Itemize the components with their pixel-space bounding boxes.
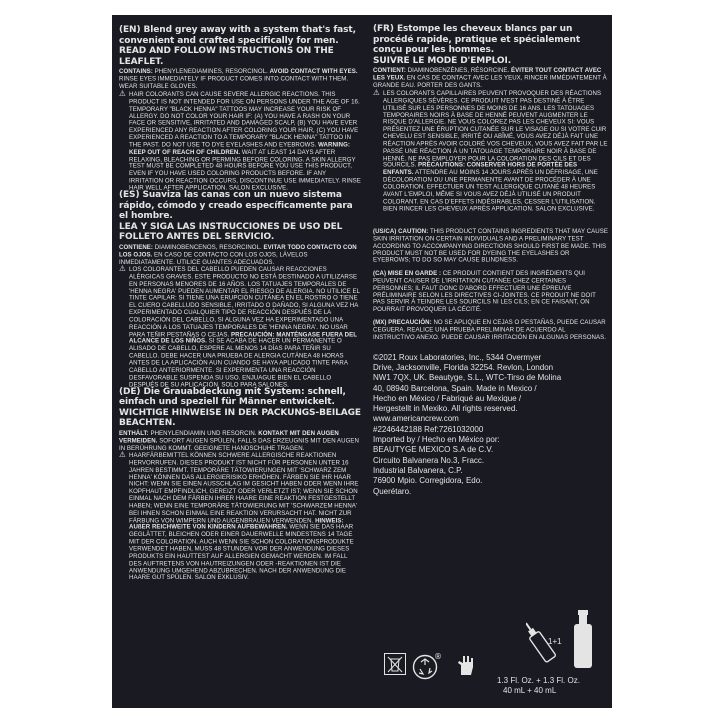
de-contains: ENTHÄLT: PHENYLENDIAMIN UND RESORCIN. KONTAKT MIT DEN AUGEN VERMEIDEN. SOFORT AUGEN SPÜLEN, FALLS DAS ERZEUGNIS MIT DEN AUGEN IN BERÜHRUNG KOMMT. GEEIGNETE HANDSCHUHE TRAGEN. [119, 429, 359, 452]
section-de [119, 386, 361, 582]
es-headline: (ES) Suaviza las canas con un nuevo sistema rápido, cómodo y creado específicamente para el hombre. [119, 190, 353, 222]
fr-contains: CONTIENT: DIAMINOBENZÈNES, RÉSORCINE. ÉVITER TOUT CONTACT AVEC LES YEUX. EN CAS DE CONTACT AVEC LES YEUX, RINCER IMMÉDIATEMENT À GRANDE EAU. PORTER DES GANTS. [373, 66, 607, 89]
copyright-block [373, 353, 608, 497]
fr-headline: (FR) Estompe les cheveux blancs par un procédé rapide, pratique et spécialement conçu pour les hommes. [373, 24, 581, 55]
copyright-line: NW1 7QX, UK. Beautyge, S.L., WTC-Tirso de Molina [373, 373, 562, 383]
us-ca-caution: (US/CA) CAUTION: THIS PRODUCT CONTAINS INGREDIENTS THAT MAY CAUSE SKIN IRRITATION ON CERTAIN INDIVIDUALS AND A PRELIMINARY TEST ACCORDING TO ACCOMPANYING DIRECTIONS SHOULD FIRST BE MADE. THIS PRODUCT MUST NOT BE USED FOR DYEING THE EYELASHES OR EYEBROWS; TO DO SO MAY CAUSE BLINDNESS. [373, 227, 608, 264]
copyright-line: ©2021 Roux Laboratories, Inc., 5344 Overmyer [373, 352, 542, 362]
importer-line: Circuito Balvanera No.3, Fracc. [373, 455, 485, 465]
volume-ml: 40 mL + 40 mL [503, 686, 557, 695]
copyright-line: Drive, Jacksonville, Florida 32254. Revlon, London [373, 362, 554, 372]
de-read-instructions: WICHTIGE HINWEISE IN DER PACKUNGS-BEILAGE BEACHTEN. [119, 407, 361, 429]
importer-line: BEAUTYGE MEXICO S.A de C.V. [373, 445, 494, 455]
ratio-label: 1+1 [548, 637, 562, 646]
es-warning: ⚠ LOS COLORANTES DEL CABELLO PUEDEN CAUSAR REACCIONES ALÉRGICAS GRAVES. ESTE PRODUCTO NO ESTÁ DESTINADO A UTILIZARSE EN PERSONAS MENORES DE 16 AÑOS. LOS TATUAJES TEMPORALES DE 'HENNA NEGRA' PUEDEN AUMENTAR EL RIESGO DE ALERGIA. NO UTILICE EL TINTE CAPILAR: SI TIENE UNA ERUPCIÓN CUTÁNEA EN EL ROSTRO O TIENE EL CUERO CABELLUDO SENSIBLE, IRRITADO O DAÑADO, SI ALGUNA VEZ HA EXPERIMENTADO CUALQUIER TIPO DE REACCIÓN DESPUÉS DE LA COLORACIÓN DEL CABELLO, SI ALGUNA VEZ HA EXPERIMENTADO UNA REACCIÓN A LOS TATUAJES TEMPORALES DE 'HENNA NEGRA'. NO USAR PARA TEÑIR PESTAÑAS O CEJAS. PRECAUCIÓN: MANTÉNGASE FUERA DEL ALCANCE DE LOS NIÑOS. SI SE ACABA DE HACER UN PERMANENTE O ALISADO DE CABELLO, ESPERE AL MENOS 14 DÍAS PARA TEÑIR SU CABELLO. DEBE HACER UNA PRUEBA DE ALERGIA CUTÁNEA 48 HORAS ANTES DE LA APLICACIÓN AUN CUANDO SE HAYA APLICADO TINTE PARA CABELLO ANTERIORMENTE. SI EXPERIMENTA UNA REACCIÓN DESFAVORABLE SUSPENDA SU USO. ENJUAGUE BIEN EL CABELLO DESPUÉS DE SU APLICACIÓN. SOLO PARA SALONES. [119, 267, 361, 389]
right-column [373, 24, 608, 497]
left-column [119, 25, 361, 582]
fr-warning: ⚠ LES COLORANTS CAPILLAIRES PEUVENT PROVOQUER DES RÉACTIONS ALLERGIQUES SÉVÈRES. CE PRODUIT N'EST PAS DESTINÉ À ÊTRE UTILISÉ SUR LES PERSONNES DE MOINS DE 16 ANS. LES TATOUAGES TEMPORAIRES NOIRS À BASE DE HENNÉ PEUVENT AUGMENTER LE RISQUE D'ALLERGIE. NE VOUS COLOREZ PAS LES CHEVEUX SI: VOUS PRÉSENTEZ UNE ÉRUPTION CUTANÉE SUR LE VISAGE OU SI VOTRE CUIR CHEVELU EST SENSIBLE, IRRITÉ OU ABÎMÉ, VOUS AVEZ DÉJÀ FAIT UNE RÉACTION APRÈS AVOIR COLORÉ VOS CHEVEUX, VOUS AVEZ FAIT PAR LE PASSÉ UNE RÉACTION À UN TATOUAGE TEMPORAIRE NOIR À BASE DE HENNÉ. NE PAS EMPLOYER POUR LA COLORATION DES CILS ET DES SOURCILS. PRÉCAUTIONS: CONSERVER HORS DE PORTÉE DES ENFANTS. ATTENDRE AU MOINS 14 JOURS APRÈS UN DÉFRISAGE, UNE DÉCOLORATION OU UNE PERMANENTE AVANT DE PROCÉDER À UNE COLORATION. EFFECTUER UN TEST ALLERGIQUE CUTANÉ 48 HEURES AVANT L'EMPLOI, MÊME SI VOUS AVEZ DÉJÀ UTILISÉ UN PRODUIT COLORANT. EN CAS D'EFFETS INDÉSIRABLES, CESSER L'UTILISATION. BIEN RINCER LES CHEVEUX APRÈS APPLICATION. SALON EXCLUSIVE. [373, 91, 608, 213]
volume-block [497, 676, 580, 696]
en-read-instructions: READ AND FOLLOW INSTRUCTIONS ON THE LEAFLET. [119, 46, 334, 67]
importer-line: 76900 Mpio. Corregidora, Edo. [373, 476, 483, 486]
section-en [119, 25, 361, 192]
volume-oz: 1.3 Fl. Oz. + 1.3 Fl. Oz. [497, 676, 580, 685]
website: www.americancrew.com [373, 414, 459, 424]
copyright-line: Hergestellt in Mexiko. All rights reserved. [373, 404, 518, 414]
importer-line: Industrial Balvanera, C.P. [373, 465, 463, 475]
ca-mise-en-garde: (CA) MISE EN GARDE : CE PRODUIT CONTIENT DES INGRÉDIENTS QUI PEUVENT CAUSER DE L'IRRITATION CUTANÉE CHEZ CERTAINES PERSONNES; IL FAUT DONC D'ABORD EFFECTUER UNE ÉPREUVE PRÉLIMINAIRE SELON LES DIRECTIVES CI-JOINTES. CE PRODUIT NE DOIT PAS SERVIR À TEINDRE LES SOURCILS NI LES CILS; EN CE FAISANT, ON POURRAIT PROVOQUER LA CÉCITÉ. [373, 270, 596, 314]
package-back-panel [112, 15, 612, 708]
fr-read-instructions: SUIVRE LE MODE D'EMPLOI. [373, 55, 512, 66]
de-headline: (DE) Die Grauabdeckung mit System: schnell, einfach und speziell für Männer entwickelt. [119, 386, 346, 408]
copyright-line: 40, 08940 Barcelona, Spain. Made in Mexico / [373, 383, 537, 393]
hand-pointer-icon [455, 653, 479, 677]
trash-bin-icon [384, 653, 406, 675]
section-es [119, 190, 361, 389]
importer-line: Imported by / Hecho en México por: [373, 435, 500, 445]
copyright-line: Hecho en México / Fabriqué au Mexique / [373, 393, 522, 403]
reference-numbers: #2246442188 Ref:7261032000 [373, 424, 484, 434]
en-headline: (EN) Blend grey away with a system that's fast, convenient and crafted specifically for men. [119, 25, 356, 46]
es-read-instructions: LEA Y SIGA LAS INSTRUCCIONES DE USO DEL FOLLETO ANTES DEL SERVICIO. [119, 221, 343, 243]
en-warning: ⚠ HAIR COLORANTS CAN CAUSE SEVERE ALLERGIC REACTIONS. THIS PRODUCT IS NOT INTENDED FOR USE ON PERSONS UNDER THE AGE OF 16. TEMPORARY "BLACK HENNA" TATTOOS MAY INCREASE YOUR RISK OF ALLERGY. DO NOT COLOR YOUR HAIR IF: (A) YOU HAVE A RASH ON YOUR FACE OR SENSITIVE, IRRITATED AND DAMAGED SCALP, (B) YOU HAVE EVER EXPERIENCED ANY REACTION AFTER COLORING YOUR HAIR, (C) YOU HAVE EXPERIENCED A REACTION TO A TEMPORARY "BLACK HENNA" TATTOO IN THE PAST. DO NOT USE TO DYE EYELASHES AND EYEBROWS. WARNING: KEEP OUT OF REACH OF CHILDREN. WAIT AT LEAST 14 DAYS AFTER RELAXING, BLEACHING OR PERMING BEFORE COLORING. A SKIN ALLERGY TEST MUST BE COMPLETED 48 HOURS BEFORE YOU USE THIS PRODUCT, EVEN IF YOU HAVE USED COLORING PRODUCTS BEFORE. IF ANY IRRITATION OR REACTION OCCURS, DISCONTINUE USE IMMEDIATELY. RINSE HAIR WELL AFTER APPLICATION. SALON EXCLUSIVE. [119, 92, 361, 193]
importer-line: Querétaro. [373, 486, 412, 496]
bottles-icon [526, 606, 598, 670]
mx-precaucion: (MX) PRECAUCIÓN: NO SE APLIQUE EN CEJAS O PESTAÑAS, PUEDE CAUSAR CEGUERA. REALICE UNA PRUEBA PRELIMINAR DE ACUERDO AL INSTRUCTIVO ANEXO. PUEDE CAUSAR IRRITACIÓN EN ALGUNAS PERSONAS. [373, 319, 606, 341]
en-contains: CONTAINS: PHENYLENEDIAMINES, RESORCINOL. AVOID CONTACT WITH EYES. RINSE EYES IMMEDIATELY IF PRODUCT COMES INTO CONTACT WITH THEM. WEAR SUITABLE GLOVES. [119, 67, 358, 90]
section-fr [373, 24, 608, 212]
de-warning: ⚠ HAARFÄRBEMITTEL KÖNNEN SCHWERE ALLERGISCHE REAKTIONEN HERVORRUFEN. DIESES PRODUKT IST NICHT FÜR PERSONEN UNTER 16 JAHREN BESTIMMT. TEMPORÄRE TÄTOWIERUNGEN MIT 'SCHWARZ ZEM HENNA' KÖNNEN DAS ALLERGIERISIKO ERHÖHEN. FÄRBEN SIE IHR HAAR NICHT: WENN SIE EINEN AUSSCHLAG IM GESICHT HABEN ODER WENN IHRE KOPFHAUT EMPFINDLICH, GEREIZT ODER VERLETZT IST; WENN SIE SCHON EINMAL NACH DEM FÄRBEN IHRER HAARE EINE REAKTION FESTGESTELLT HABEN; WENN EINE TEMPORÄRE TÄTOWIERUNG MIT 'SCHWARZEM HENNA' BEI IHNEN SCHON EINMAL EINE REAKTION VERURSACHT HAT. NICHT ZUR FÄRBUNG VON WIMPERN UND AUGENBRAUEN VERWENDEN. HINWEIS: AUßER REICHWEITE VON KINDERN AUFBEWAHREN. WENN SIE DAS HAAR GEGLÄTTET, BLEICHEN ODER EINER DAUERWELLE MINDESTENS 14 TAGE MIT DER COLORATION. AUCH WENN SIE SCHON COLORATIONSPRODUKTE VERWENDET HABEN, MUSS 48 STUNDEN VOR DER ANWENDUNG DIESES PRODUKTS EIN HAUTTEST AUF ALLERGIEN GEMACHT WERDEN. IM FALL DES AUFTRETENS VON HAUTREIZUNGEN ODER -REAKTIONEN IST DIE ANWENDUNG UMGEHEND ABZUBRECHEN. NACH DER ANWENDUNG DIE HAARE GUT SPÜLEN. SALON EXKLUSIV. [119, 453, 361, 582]
registered-mark: ® [434, 652, 442, 661]
es-contains: CONTIENE: DIAMINOBENCENOS, RESORCINOL. EVITAR TODO CONTACTO CON LOS OJOS. EN CASO DE CONTACTO CON LOS OJOS, LÁVELOS INMEDIATAMENTE. UTILICE GUANTES ADECUADOS. [119, 243, 357, 266]
